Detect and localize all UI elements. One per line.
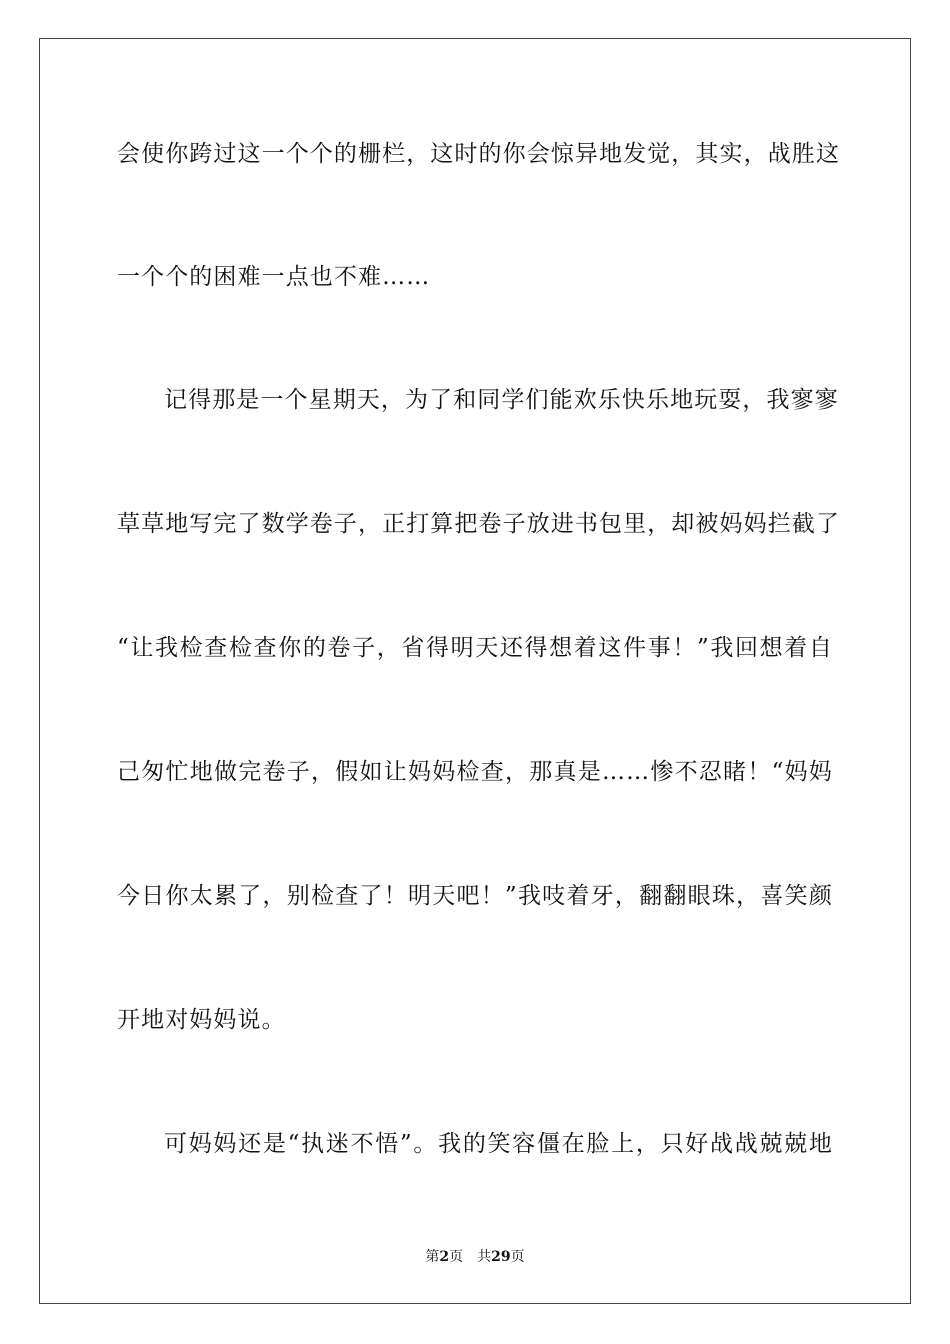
text-line-8: 开地对妈妈说。 [117,1007,286,1033]
page-number: 2 [439,1249,450,1265]
text-line-9: 可妈妈还是“执迷不悟”。我的笑容僵在脸上，只好战战兢兢地 [164,1131,833,1157]
text-line-2: 一个个的困难一点也不难…… [117,264,431,290]
text-line-4: 草草地写完了数学卷子，正打算把卷子放进书包里，却被妈妈拦截了 [117,511,840,537]
total-pages: 29 [491,1249,511,1265]
total-prefix: 共 [477,1249,492,1265]
total-suffix: 页 [510,1249,525,1265]
text-line-6: 己匆忙地做完卷子，假如让妈妈检查，那真是……惨不忍睹！“妈妈 [117,759,833,785]
page-prefix: 第 [425,1249,440,1265]
text-line-1: 会使你跨过这一个个的栅栏，这时的你会惊异地发觉，其实，战胜这 [117,141,840,167]
text-line-5: “让我检查检查你的卷子，省得明天还得想着这件事！”我回想着自 [117,635,833,661]
page-footer [0,1248,950,1266]
text-line-3: 记得那是一个星期天，为了和同学们能欢乐快乐地玩耍，我寥寥 [164,387,839,413]
text-line-7: 今日你太累了，别检查了！明天吧！”我吱着牙，翻翻眼珠，喜笑颜 [117,883,833,909]
page-border [39,38,911,1304]
page-suffix: 页 [449,1249,464,1265]
